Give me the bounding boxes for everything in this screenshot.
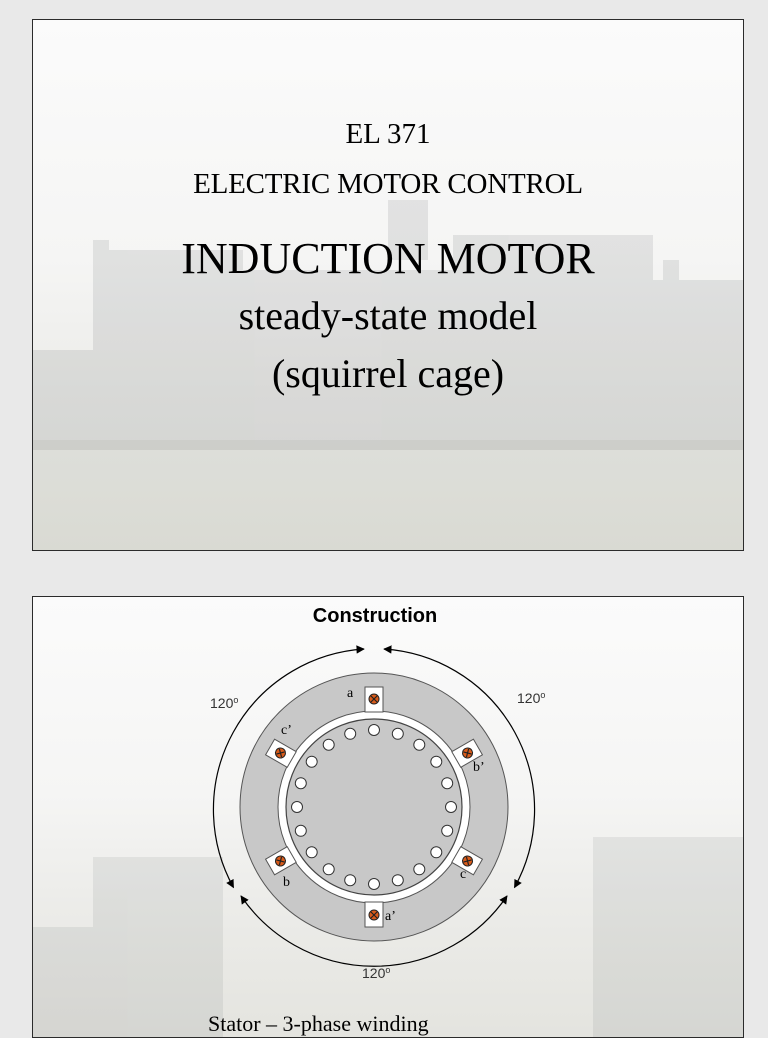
section-heading: Construction: [312, 605, 438, 627]
rotor-bar: [345, 875, 356, 886]
angle-label-left: 120$^o$: [210, 695, 239, 711]
stator-diagram: [33, 597, 743, 1037]
rotor-bar: [392, 728, 403, 739]
angle-label-right: 120$^o$: [517, 690, 546, 706]
rotor-bar: [292, 802, 303, 813]
rotor-bar: [392, 875, 403, 886]
rotor-bar: [431, 847, 442, 858]
subtitle-line-1: steady-state model: [238, 293, 538, 338]
rotor-bar: [345, 728, 356, 739]
slide-title: INDUCTION MOTOR: [181, 234, 595, 283]
rotor-bar: [306, 756, 317, 767]
rotor-bar: [295, 778, 306, 789]
rotor-bar: [446, 802, 457, 813]
stator-slot: [365, 687, 383, 712]
coil-label-c: c: [460, 867, 467, 882]
coil-label-b: b: [283, 875, 290, 890]
course-code: EL 371: [345, 118, 431, 150]
rotor-core: [286, 719, 462, 895]
course-name: ELECTRIC MOTOR CONTROL: [193, 168, 583, 200]
subtitle-line-2: (squirrel cage): [271, 351, 505, 396]
rotor-bar: [369, 725, 380, 736]
rotor-bar: [369, 879, 380, 890]
rotor-bar: [323, 864, 334, 875]
title-slide: [32, 19, 744, 551]
stator-slot: [365, 902, 383, 927]
angle-label-bottom: 120$^o$: [362, 965, 391, 981]
rotor-bar: [414, 864, 425, 875]
coil-label-a: a: [347, 686, 354, 701]
construction-slide: [32, 596, 744, 1038]
building-background-image: [33, 20, 743, 550]
rotor-bar: [323, 739, 334, 750]
rotor-bar: [295, 825, 306, 836]
rotor-bar: [442, 778, 453, 789]
rotor-bar: [431, 756, 442, 767]
rotor-bar: [306, 847, 317, 858]
coil-label-c-prime: c’: [281, 723, 292, 738]
coil-label-b-prime: b’: [473, 760, 485, 775]
rotor-bar: [442, 825, 453, 836]
rotor-bar: [414, 739, 425, 750]
stator-caption: Stator – 3-phase winding: [208, 1011, 429, 1036]
coil-label-a-prime: a’: [385, 909, 396, 924]
